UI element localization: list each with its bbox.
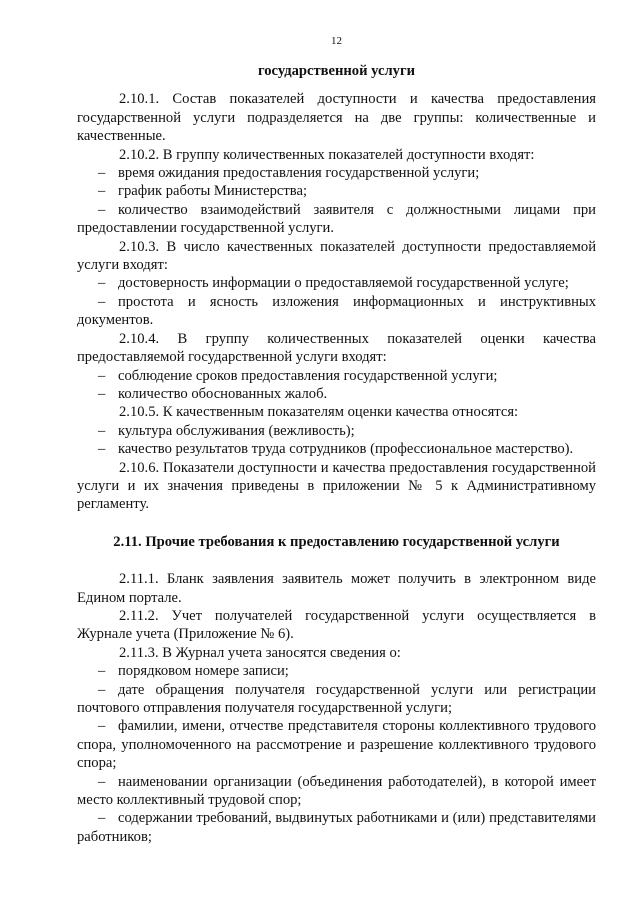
page-number: 12 bbox=[331, 35, 342, 47]
paragraph-text: 2.11.3. В Журнал учета заносятся сведения о: bbox=[119, 644, 401, 661]
section-2-10-body bbox=[77, 90, 596, 513]
top-heading: государственной услуги bbox=[257, 63, 416, 79]
list-item-text: соблюдение сроков предоставления государственной услуги; bbox=[118, 367, 498, 384]
paragraph-text: 2.10.2. В группу количественных показателей доступности входят: bbox=[119, 146, 535, 163]
list-item-text: количество взаимодействий заявителя с должностными лицами при предоставлении государственной услуги. bbox=[77, 201, 596, 237]
paragraph bbox=[77, 90, 596, 145]
list-dash: – bbox=[98, 422, 106, 439]
list-item-text: дате обращения получателя государственной услуги или регистрации почтового отправления получателя государственной услуги; bbox=[77, 681, 596, 716]
list-item-text: график работы Министерства; bbox=[118, 183, 308, 200]
list-item-text: культура обслуживания (вежливость); bbox=[118, 422, 355, 439]
list-item-text: время ожидания предоставления государственной услуги; bbox=[118, 165, 480, 182]
list-item bbox=[77, 681, 596, 718]
list-dash: – bbox=[98, 385, 106, 402]
paragraph bbox=[77, 459, 596, 514]
list-item bbox=[77, 274, 596, 292]
list-dash: – bbox=[98, 275, 106, 292]
list-dash: – bbox=[98, 773, 106, 790]
list-item bbox=[77, 440, 596, 458]
paragraph bbox=[77, 607, 596, 644]
list-dash: – bbox=[98, 441, 106, 458]
list-dash: – bbox=[98, 718, 106, 735]
list-dash: – bbox=[98, 367, 106, 384]
list-dash: – bbox=[98, 810, 106, 827]
paragraph bbox=[77, 146, 596, 164]
paragraph-text: 2.10.4. В группу количественных показателей оценки качества предоставляемой государственной услуги входят: bbox=[77, 330, 596, 366]
list-item bbox=[77, 717, 596, 772]
paragraph-text: 2.10.6. Показатели доступности и качества предоставления государственной услуги и их значения приведены в приложении № 5 к Административному регламенту. bbox=[77, 459, 596, 513]
list-item-text: фамилии, имени, отчестве представителя стороны коллективного трудового спора, уполномоченного на рассмотрение и разрешение коллективного трудового спора; bbox=[77, 718, 596, 772]
list-item bbox=[77, 201, 596, 238]
paragraph bbox=[77, 644, 596, 662]
list-item bbox=[77, 422, 596, 440]
section-title-2-11: 2.11. Прочие требования к предоставлению государственной услуги bbox=[113, 533, 560, 550]
list-item bbox=[77, 164, 596, 182]
paragraph-text: 2.10.3. В число качественных показателей доступности предоставляемой услуги входят: bbox=[77, 238, 596, 274]
list-item-text: качество результатов труда сотрудников (профессиональное мастерство). bbox=[118, 441, 574, 458]
list-item-text: простота и ясность изложения информационных и инструктивных документов. bbox=[77, 293, 596, 329]
paragraph bbox=[77, 238, 596, 275]
list-item-text: достоверность информации о предоставляемой государственной услуге; bbox=[118, 275, 569, 292]
list-item bbox=[77, 367, 596, 385]
paragraph bbox=[77, 570, 596, 607]
list-dash: – bbox=[98, 201, 106, 218]
list-dash: – bbox=[98, 681, 106, 698]
list-item bbox=[77, 385, 596, 403]
list-item-text: наименовании организации (объединения работодателей), в которой имеет место коллективный трудовой спор; bbox=[77, 773, 596, 809]
list-dash: – bbox=[98, 663, 106, 680]
paragraph bbox=[77, 330, 596, 367]
list-dash: – bbox=[98, 293, 106, 310]
paragraph-text: 2.11.1. Бланк заявления заявитель может получить в электронном виде Едином портале. bbox=[77, 571, 596, 606]
paragraph-text: 2.11.2. Учет получателей государственной услуги осуществляется в Журнале учета (Приложение № 6). bbox=[77, 607, 596, 643]
list-item-text: порядковом номере записи; bbox=[118, 663, 289, 680]
paragraph-text: 2.10.1. Состав показателей доступности и качества предоставления государственной услуги подразделяется на две группы: количественные и качественные. bbox=[77, 91, 596, 145]
paragraph-text: 2.10.5. К качественным показателям оценки качества относятся: bbox=[119, 404, 519, 421]
list-item-text: содержании требований, выдвинутых работниками и (или) представителями работников; bbox=[77, 810, 596, 845]
list-item bbox=[77, 293, 596, 330]
list-dash: – bbox=[98, 165, 106, 182]
list-dash: – bbox=[98, 183, 106, 200]
list-item bbox=[77, 182, 596, 200]
paragraph bbox=[77, 403, 596, 421]
list-item bbox=[77, 773, 596, 810]
list-item-text: количество обоснованных жалоб. bbox=[118, 385, 328, 402]
section-2-11-body bbox=[77, 570, 596, 846]
list-item bbox=[77, 662, 596, 680]
list-item bbox=[77, 809, 596, 846]
